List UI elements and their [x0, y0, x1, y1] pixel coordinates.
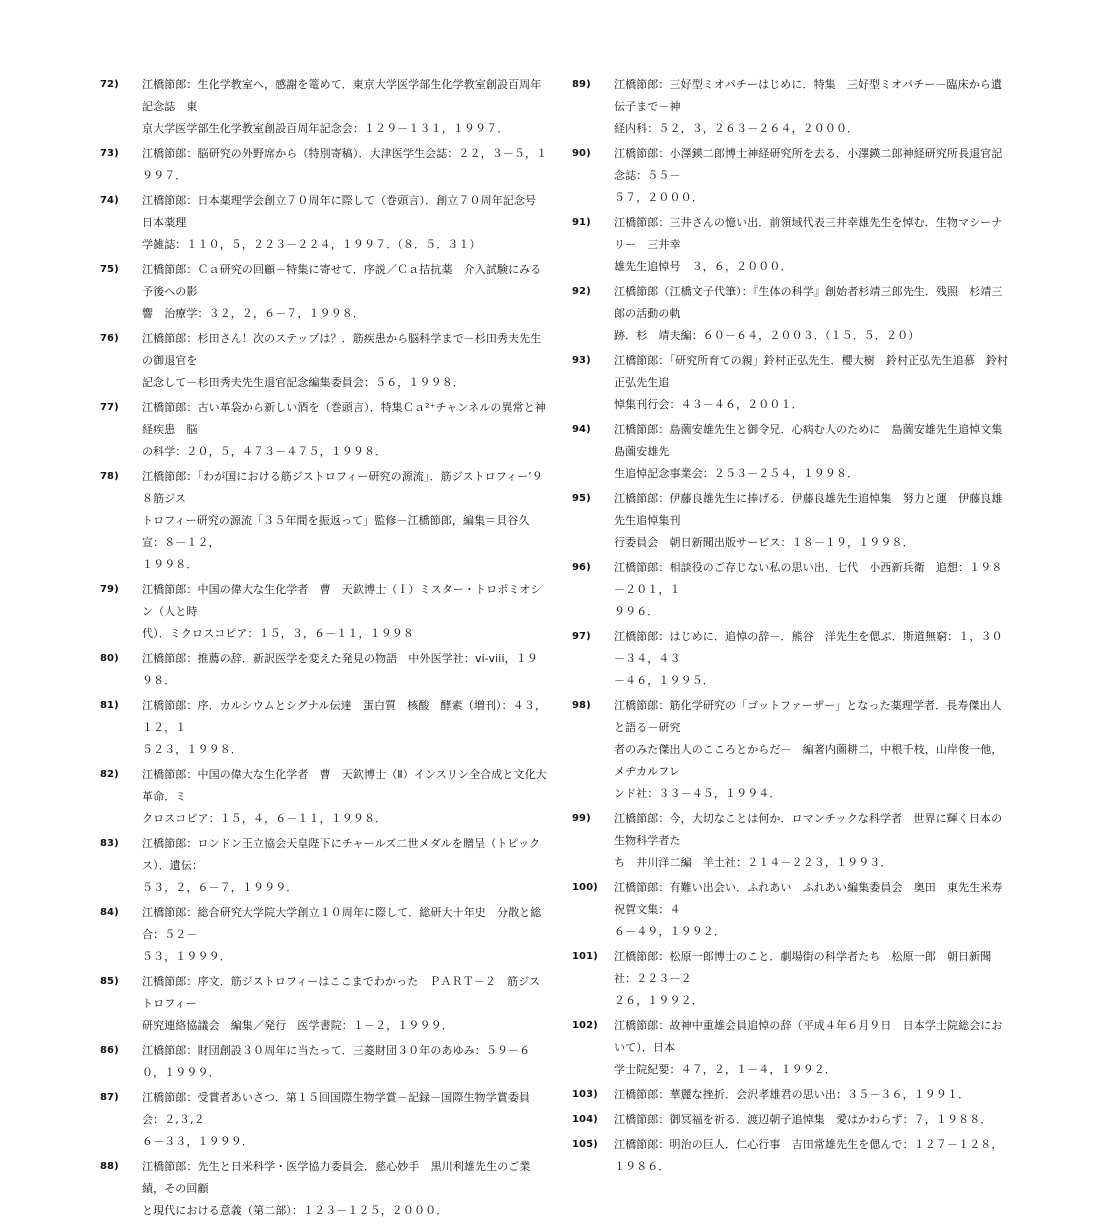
reference-number: 102) — [572, 1020, 598, 1031]
reference-line: 江橋節郎：生化学教室へ，感謝を篭めて．東京大学医学部生化学教室創設百周年記念誌 東 — [142, 78, 542, 113]
reference-text — [142, 764, 548, 830]
reference-number: 73) — [100, 148, 119, 159]
reference-text — [142, 259, 548, 325]
reference-text — [142, 397, 548, 463]
reference-line: 江橋節郎：序文．筋ジストロフィーはここまでわかった ＰＡＲＴ－２ 筋ジストロフィー — [142, 975, 541, 1010]
reference-text — [142, 466, 548, 576]
reference-line: と現代における意義（第二部）：１２３－１２５，２０００． — [142, 1204, 448, 1217]
reference-text — [142, 1087, 548, 1153]
reference-number: 91) — [572, 217, 591, 228]
reference-entry — [572, 74, 1012, 140]
reference-line: 江橋節郎：はじめに．追悼の辞－．熊谷 洋先生を偲ぶ．斯道無窮：１，３０－３４，４３ — [614, 630, 1003, 665]
reference-entry — [572, 626, 1012, 692]
reference-line: 京大学医学部生化学教室創設百周年記念会：１２９－１３１，１９９７． — [142, 122, 509, 135]
reference-text — [142, 971, 548, 1037]
reference-line: ５２３，１９９８． — [142, 743, 242, 756]
reference-entry — [572, 212, 1012, 278]
reference-text — [142, 328, 548, 394]
reference-line: 江橋節郎：伊藤良雄先生に捧げる．伊藤良雄先生追悼集 努力と運 伊藤良雄先生追悼集刊 — [614, 492, 1003, 527]
reference-line: ５７，２０００． — [614, 191, 703, 204]
reference-entry — [572, 557, 1012, 623]
reference-number: 83) — [100, 838, 119, 849]
reference-line: 江橋節郎（江橋文子代筆）：『生体の科学』創始者杉靖三郎先生．残照 杉靖三郎の活動の軌 — [614, 285, 1003, 320]
reference-line: 江橋節郎：ロンドン王立協会天皇陛下にチャールズ二世メダルを贈呈（トピックス）．遺伝： — [142, 837, 541, 872]
reference-text — [142, 579, 548, 645]
reference-line: 江橋節郎：「わが国における筋ジストロフィー研究の源流」．筋ジストロフィー’９８筋ジス — [142, 470, 543, 505]
reference-entry — [100, 397, 548, 463]
reference-line: 江橋節郎：Ｃａ研究の回顧－特集に寄せて．序説／Ｃａ拮抗薬 介入試験にみる予後への影 — [142, 263, 542, 298]
reference-entry — [100, 259, 548, 325]
reference-entry — [100, 902, 548, 968]
reference-line: 江橋節郎：故神中重雄会員追悼の辞（平成４年６月９日 日本学士院総会において）．日本 — [614, 1019, 1003, 1054]
reference-line: 江橋節郎：華麗な挫折．会沢孝雄君の思い出：３５－３６，１９９１． — [614, 1088, 970, 1101]
reference-number: 101) — [572, 951, 598, 962]
reference-entry — [100, 143, 548, 187]
reference-line: ９９６． — [614, 605, 659, 618]
reference-line: 記念して－杉田秀夫先生退官記念編集委員会：５６，１９９８． — [142, 376, 464, 389]
reference-entry — [100, 466, 548, 576]
reference-text — [142, 190, 548, 256]
reference-line: 江橋節郎：先生と日米科学・医学協力委員会．慈心妙手 黒川利雄先生のご業績，その回顧 — [142, 1160, 531, 1195]
reference-number: 75) — [100, 264, 119, 275]
reference-number: 79) — [100, 584, 119, 595]
reference-number: 104) — [572, 1114, 598, 1125]
reference-number: 95) — [572, 493, 591, 504]
reference-entry — [100, 1040, 548, 1084]
reference-entry — [100, 328, 548, 394]
reference-number: 105) — [572, 1139, 598, 1150]
reference-number: 87) — [100, 1092, 119, 1103]
reference-entry — [572, 350, 1012, 416]
reference-line: ンド社：３３－４５，１９９４． — [614, 787, 781, 800]
reference-line: ち 井川洋二編 羊土社：２１４－２２３，１９９３． — [614, 856, 892, 869]
reference-text — [614, 557, 1012, 623]
reference-line: 江橋節郎：受賞者あいさつ．第１５回国際生物学賞－記録－国際生物学賞委員会：２,３,２ — [142, 1091, 531, 1126]
reference-entry — [100, 695, 548, 761]
reference-line: 悼集刊行会：４３－４６，２００１． — [614, 398, 803, 411]
reference-text — [142, 695, 548, 761]
reference-line: 江橋節郎：小澤鍈二郎博士神経研究所を去る．小澤鍈二郎神経研究所長退官記念誌：５５－ — [614, 147, 1003, 182]
reference-line: 江橋節郎：三井さんの憶い出．前領域代表三井幸雄先生を悼む．生物マシーナリー 三井幸 — [614, 216, 1003, 251]
reference-text — [614, 1015, 1012, 1081]
reference-line: クロスコピア：１５，４，６－１１，１９９８． — [142, 812, 387, 825]
reference-text — [142, 1040, 548, 1084]
reference-line: ５３，１９９９． — [142, 950, 231, 963]
reference-entry — [572, 419, 1012, 485]
reference-line: 響 治療学：３２，２，６－７，１９９８． — [142, 307, 364, 320]
reference-number: 81) — [100, 700, 119, 711]
reference-line: 跡．杉 靖夫編：６０－６４，２００３．（１５．５．２０） — [614, 329, 920, 342]
reference-line: 江橋節郎：相談役のご存じない私の思い出．七代 小西新兵衛 追想：１９８－２０１，１ — [614, 561, 1003, 596]
reference-line: 行委員会 朝日新聞出版サービス：１８－１９，１９９８． — [614, 536, 914, 549]
reference-line: 江橋節郎：中国の偉大な生化学者 曹 天欽博士（Ⅱ）インスリン全合成と文化大革命．ミ — [142, 768, 547, 803]
reference-text — [614, 1109, 1012, 1131]
reference-number: 86) — [100, 1045, 119, 1056]
right-column — [572, 74, 1012, 1181]
reference-number: 77) — [100, 402, 119, 413]
reference-line: 江橋節郎：古い革袋から新しい酒を（巻頭言）．特集Ｃａ²⁺チャンネルの異常と神経疾患 脳 — [142, 401, 546, 436]
reference-line: 学雑誌：１１０，５，２２３－２２４，１９９７．（８．５．３１） — [142, 238, 481, 251]
reference-text — [614, 212, 1012, 278]
reference-number: 88) — [100, 1161, 119, 1172]
reference-entry — [572, 695, 1012, 805]
reference-line: １９９８． — [142, 558, 198, 571]
reference-line: の科学：２０，５，４７３－４７５，１９９８． — [142, 445, 387, 458]
reference-number: 98) — [572, 700, 591, 711]
reference-line: －４６，１９９５． — [614, 674, 714, 687]
reference-line: 江橋節郎：筋化学研究の「ゴットファーザー」となった薬理学者．長寿傑出人と語る－研究 — [614, 699, 1002, 734]
reference-entry — [572, 808, 1012, 874]
left-column — [100, 74, 548, 1225]
reference-entry — [100, 579, 548, 645]
reference-number: 74) — [100, 195, 119, 206]
reference-entry — [100, 1156, 548, 1222]
reference-entry — [572, 488, 1012, 554]
reference-line: ２６，１９９２． — [614, 994, 703, 1007]
reference-text — [142, 74, 548, 140]
reference-number: 90) — [572, 148, 591, 159]
reference-line: 経内科：５２，３，２６３－２６４，２０００． — [614, 122, 859, 135]
reference-line: 研究連絡協議会 編集／発行 医学書院：１－２，１９９９． — [142, 1019, 453, 1032]
reference-line: 学士院紀要：４７，２，１－４，１９９２． — [614, 1063, 836, 1076]
reference-text — [614, 143, 1012, 209]
reference-entry — [572, 1134, 1012, 1178]
reference-text — [614, 877, 1012, 943]
reference-entry — [100, 833, 548, 899]
reference-entry — [572, 1084, 1012, 1106]
reference-line: 江橋節郎：三好型ミオパチーはじめに．特集 三好型ミオパチー－臨床から遺伝子まで－神 — [614, 78, 1003, 113]
reference-number: 84) — [100, 907, 119, 918]
reference-line: 雄先生追悼号 ３，６，２０００． — [614, 260, 792, 273]
reference-line: 江橋節郎：杉田さん！次のステップは？．筋疾患から脳科学まで－杉田秀夫先生の御退官を — [142, 332, 542, 367]
reference-entry — [572, 143, 1012, 209]
reference-line: 者のみた傑出人のこころとからだ－ 編著内薗耕二，中根千枝，山岸俊一他，メヂカルフレ — [614, 743, 1003, 778]
reference-text — [614, 488, 1012, 554]
reference-number: 80) — [100, 653, 119, 664]
reference-entry — [100, 971, 548, 1037]
reference-text — [614, 695, 1012, 805]
reference-text — [142, 833, 548, 899]
reference-text — [614, 946, 1012, 1012]
reference-text — [142, 902, 548, 968]
reference-text — [614, 808, 1012, 874]
reference-entry — [100, 1087, 548, 1153]
reference-text — [614, 1084, 1012, 1106]
reference-line: 江橋節郎：日本薬理学会創立７０周年に際して（巻頭言）．創立７０周年記念号 日本薬理 — [142, 194, 548, 229]
reference-line: ６－３３，１９９９． — [142, 1135, 253, 1148]
reference-line: 江橋節郎：明治の巨人．仁心行事 吉田常雄先生を偲んで：１２７－１２８，１９８６． — [614, 1138, 1003, 1173]
reference-number: 94) — [572, 424, 591, 435]
reference-text — [142, 1156, 548, 1222]
reference-line: 代）．ミクロスコピア：１５，３，６－１１，１９９８ — [142, 627, 414, 640]
reference-number: 100) — [572, 882, 598, 893]
reference-line: 江橋節郎：序．カルシウムとシグナル伝達 蛋白質 核酸 酵素（増刊）：４３，１２，１ — [142, 699, 547, 734]
reference-line: 生追悼記念事業会：２５３－２５４，１９９８． — [614, 467, 859, 480]
reference-text — [614, 74, 1012, 140]
reference-entry — [100, 764, 548, 830]
reference-entry — [572, 281, 1012, 347]
reference-line: 江橋節郎：有難い出会い．ふれあい ふれあい編集委員会 奥田 東先生米寿祝賀文集：４ — [614, 881, 1003, 916]
reference-entry — [572, 877, 1012, 943]
reference-text — [614, 419, 1012, 485]
reference-line: 江橋節郎：松原一郎博士のこと．劇場街の科学者たち 松原一郎 朝日新聞社：２２３－２ — [614, 950, 992, 985]
reference-number: 93) — [572, 355, 591, 366]
reference-entry — [572, 1109, 1012, 1131]
reference-line: 江橋節郎：脳研究の外野席から（特別寄稿）．大津医学生会誌：２２，３－５，１９９７． — [142, 147, 548, 182]
reference-text — [614, 626, 1012, 692]
reference-text — [614, 1134, 1012, 1178]
reference-number: 99) — [572, 813, 591, 824]
reference-number: 96) — [572, 562, 591, 573]
reference-entry — [100, 648, 548, 692]
reference-entry — [100, 190, 548, 256]
reference-line: 江橋節郎：推薦の辞．新訳医学を変えた発見の物語 中外医学社：vi-viii，１９９８． — [142, 652, 538, 687]
reference-line: 江橋節郎：総合研究大学院大学創立１０周年に際して．総研大十年史 分散と総合：５２－ — [142, 906, 542, 941]
reference-line: 江橋節郎：「研究所育ての親」鈴村正弘先生．櫻大樹 鈴村正弘先生追慕 鈴村正弘先生追 — [614, 354, 1009, 389]
reference-line: 江橋節郎：財団創設３０周年に当たって．三菱財団３０年のあゆみ：５９－６０，１９９９． — [142, 1044, 531, 1079]
reference-number: 89) — [572, 79, 591, 90]
reference-line: ５３，２，６－７，１９９９． — [142, 881, 298, 894]
reference-entry — [572, 946, 1012, 1012]
reference-text — [614, 350, 1012, 416]
reference-number: 82) — [100, 769, 119, 780]
reference-number: 85) — [100, 976, 119, 987]
reference-entry — [572, 1015, 1012, 1081]
reference-line: 江橋節郎：中国の偉大な生化学者 曹 天欽博士（Ｉ）ミスター・トロポミオシン（人と時 — [142, 583, 542, 618]
reference-line: 江橋節郎：御冥福を祈る．渡辺朝子追悼集 愛はかわらず：７，１９８８． — [614, 1113, 992, 1126]
reference-line: 江橋節郎：島薗安雄先生と御令兄．心病む人のために 島薗安雄先生追悼文集 島薗安雄先 — [614, 423, 1014, 458]
reference-line: 江橋節郎：今，大切なことは何か．ロマンチックな科学者 世界に輝く日本の生物科学者た — [614, 812, 1003, 847]
reference-number: 78) — [100, 471, 119, 482]
reference-number: 76) — [100, 333, 119, 344]
reference-line: トロフィー研究の源流「３５年間を振返って」監修－江橋節郎，編集＝貝谷久宣：８－１２， — [142, 514, 530, 549]
reference-number: 97) — [572, 631, 591, 642]
reference-text — [142, 648, 548, 692]
reference-line: ６－４９，１９９２． — [614, 925, 725, 938]
reference-entry — [100, 74, 548, 140]
reference-text — [142, 143, 548, 187]
reference-text — [614, 281, 1012, 347]
reference-number: 103) — [572, 1089, 598, 1100]
reference-number: 72) — [100, 79, 119, 90]
reference-number: 92) — [572, 286, 591, 297]
